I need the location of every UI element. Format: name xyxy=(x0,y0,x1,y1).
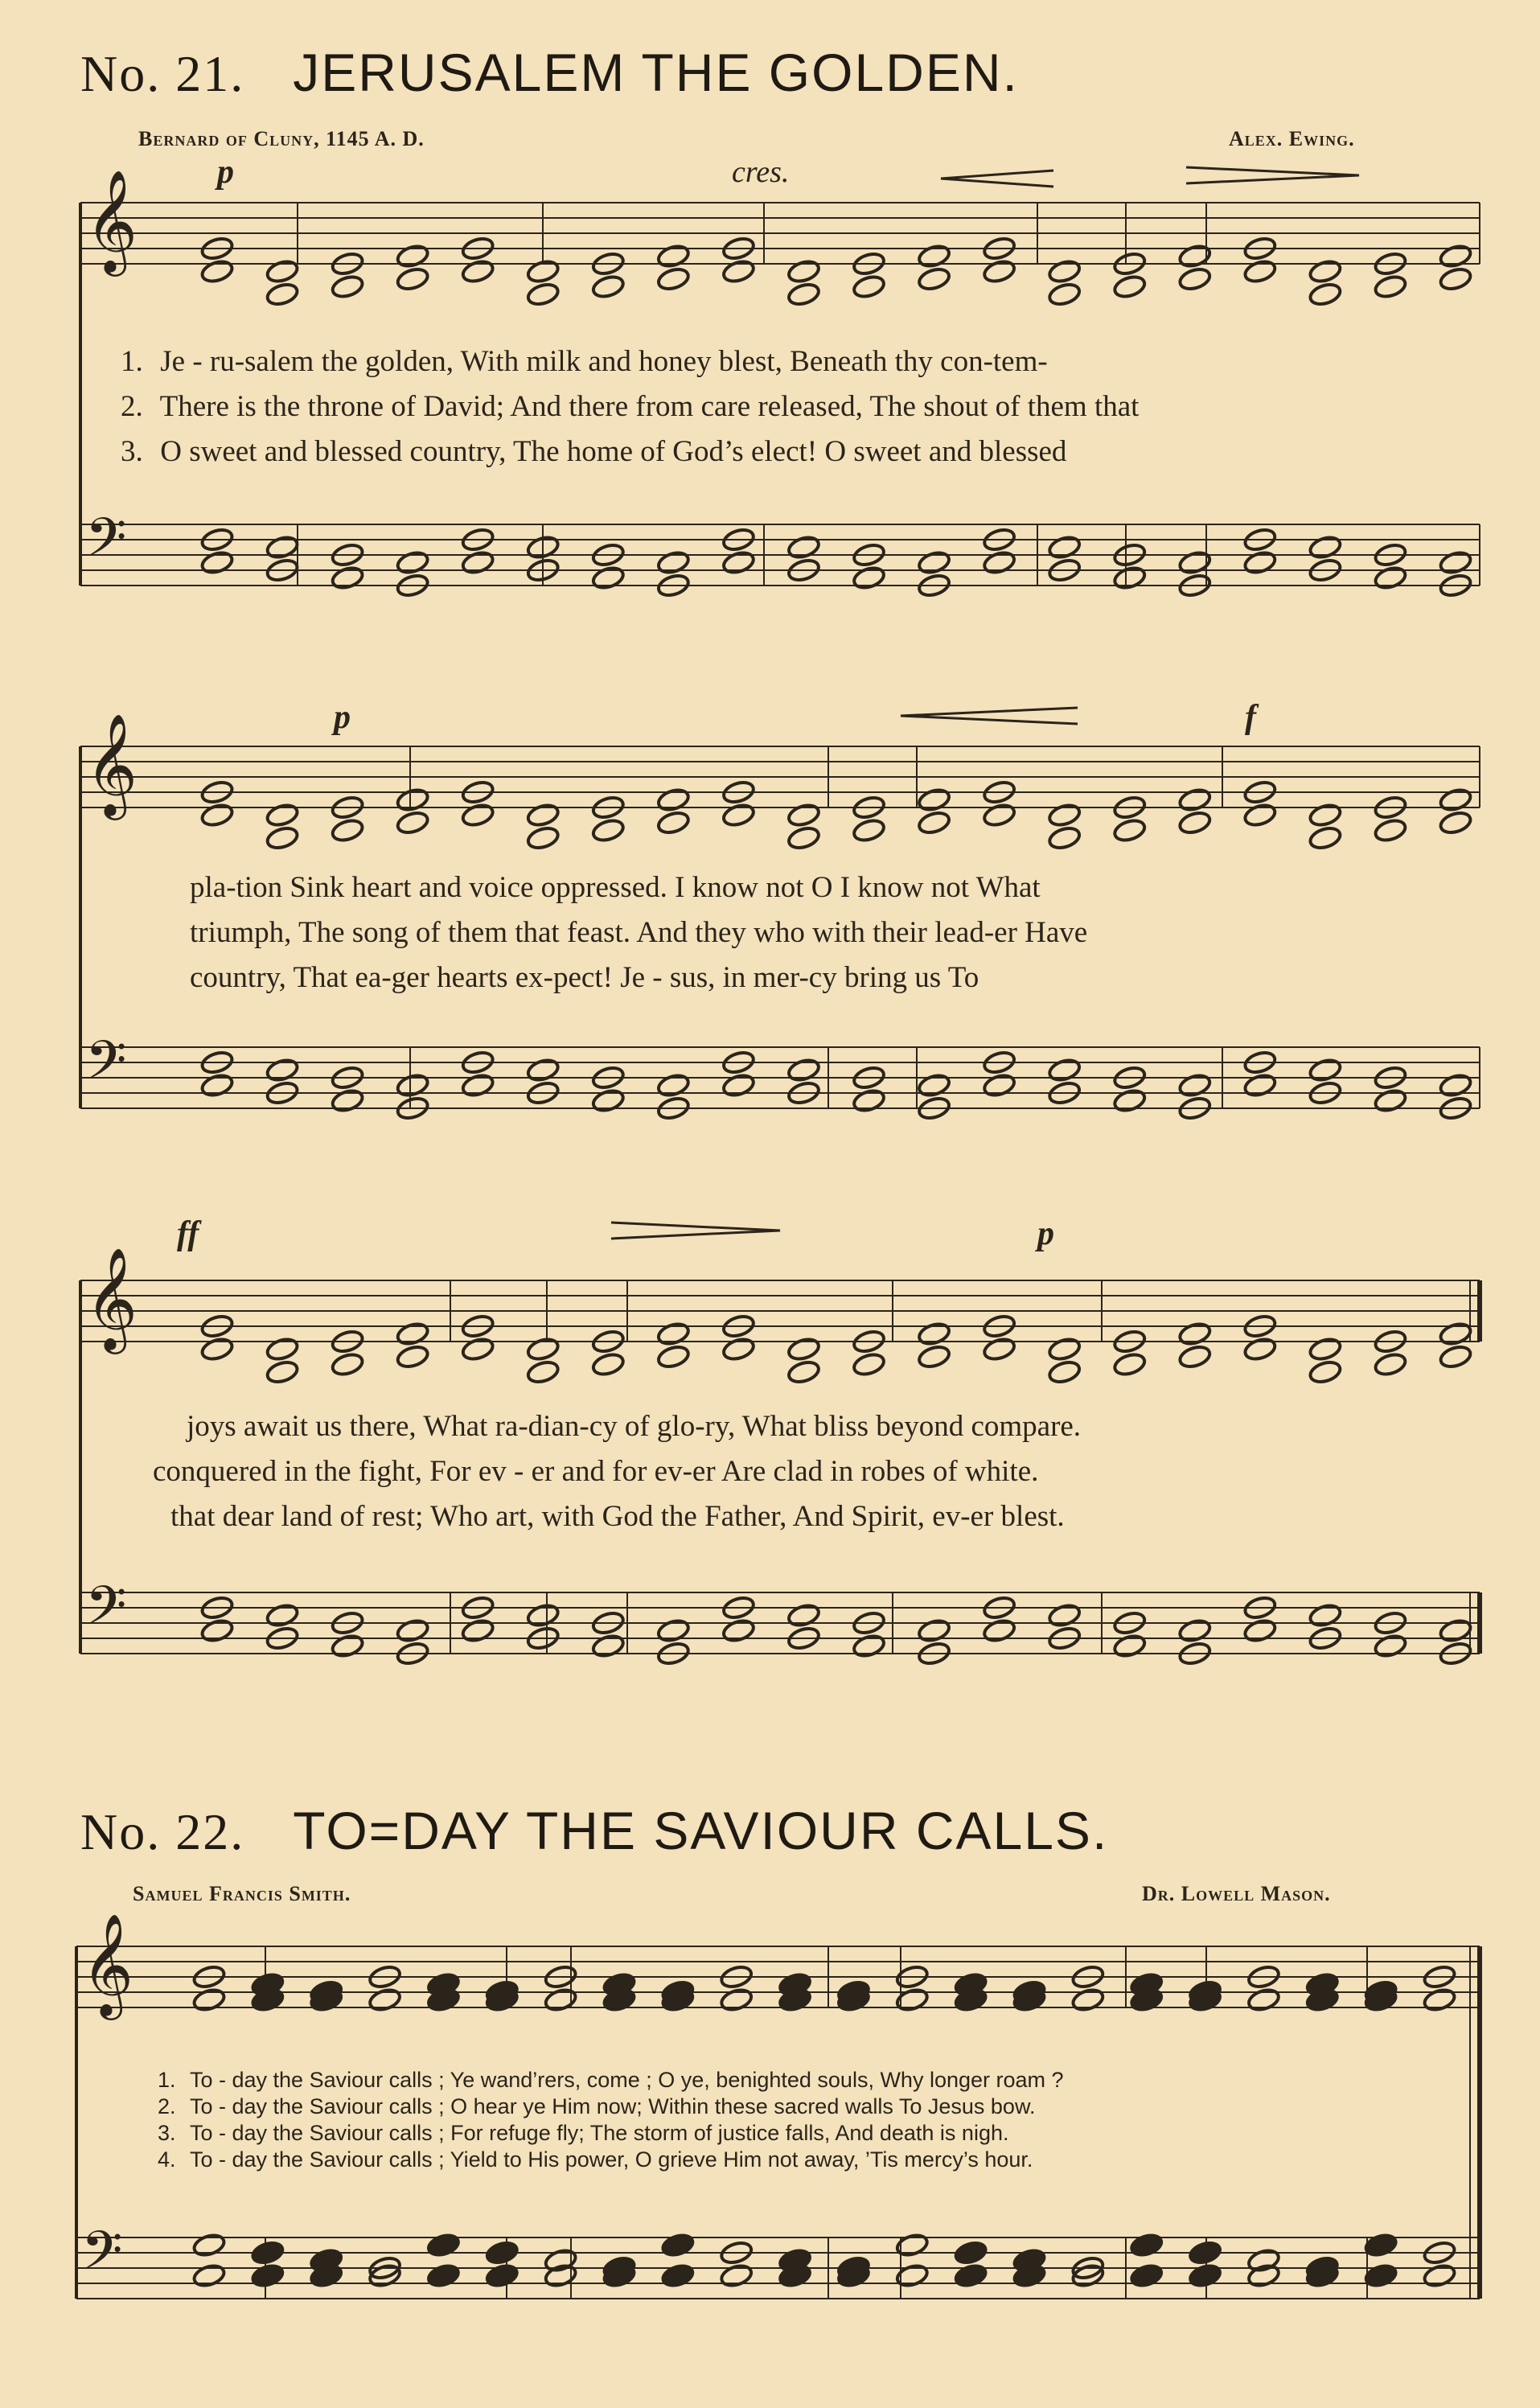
half-note xyxy=(200,258,235,285)
half-note xyxy=(1112,273,1147,300)
half-note xyxy=(396,243,430,269)
half-note xyxy=(200,549,235,576)
quarter-note xyxy=(954,2262,988,2289)
half-note xyxy=(265,534,300,561)
half-note xyxy=(982,1072,1016,1099)
half-note xyxy=(852,1633,886,1659)
dynamic-mark: f xyxy=(1245,699,1256,736)
half-note xyxy=(1242,1072,1277,1099)
half-note xyxy=(1373,1633,1407,1659)
half-note xyxy=(526,1336,561,1362)
lyric-line: country, That ea-ger hearts ex-pect! Je - sus, in mer-cy bring us To xyxy=(190,961,979,994)
hymn-21-words-credit: Bernard of Cluny, 1145 A. D. xyxy=(138,127,425,150)
half-note xyxy=(1242,549,1277,576)
half-note xyxy=(982,258,1016,285)
half-note xyxy=(1047,258,1082,285)
half-note xyxy=(982,549,1016,576)
quarter-note xyxy=(485,2262,519,2289)
hymn-22-words-credit: Samuel Francis Smith. xyxy=(133,1882,351,1905)
half-note xyxy=(786,1057,821,1083)
decrescendo-hairpin xyxy=(1186,167,1359,183)
dynamic-mark: ff xyxy=(177,1215,199,1252)
half-note xyxy=(265,825,300,852)
quarter-note xyxy=(1129,2262,1164,2289)
quarter-note xyxy=(660,2232,695,2258)
lyric-line: 4. To - day the Saviour calls ; Yield to His power, O grieve Him not away, ’Tis mercy’s hour. xyxy=(158,2147,1033,2172)
half-note xyxy=(719,2262,754,2289)
half-note xyxy=(591,1633,626,1659)
hymn-22-music-credit: Dr. Lowell Mason. xyxy=(1142,1882,1331,1905)
half-note xyxy=(656,810,691,836)
half-note xyxy=(1242,258,1277,285)
lyric-line: that dear land of rest; Who art, with God the Father, And Spirit, ev-er blest. xyxy=(170,1500,1065,1533)
half-note xyxy=(721,1617,756,1644)
quarter-note xyxy=(1364,2262,1398,2289)
half-note xyxy=(1439,1617,1473,1644)
half-note xyxy=(396,810,430,836)
half-note xyxy=(1439,266,1473,293)
half-note xyxy=(1439,1072,1473,1099)
half-note xyxy=(1070,1987,1105,2013)
half-note xyxy=(982,1336,1016,1362)
half-note xyxy=(591,1351,626,1378)
half-note xyxy=(1439,1344,1473,1370)
half-note xyxy=(396,1321,430,1347)
half-note xyxy=(1047,1336,1082,1362)
crescendo-hairpin xyxy=(901,708,1078,724)
quarter-note xyxy=(250,2240,285,2266)
half-note xyxy=(1112,1351,1147,1378)
half-note xyxy=(1423,2262,1457,2289)
half-note xyxy=(1177,1344,1212,1370)
half-note xyxy=(1373,565,1407,591)
half-note xyxy=(852,817,886,844)
quarter-note xyxy=(1188,2240,1222,2266)
dynamic-mark: cres. xyxy=(732,155,790,189)
half-note xyxy=(917,1344,951,1370)
decrescendo-hairpin xyxy=(611,1222,780,1239)
quarter-note xyxy=(954,2240,988,2266)
treble-clef: 𝄞 xyxy=(85,1247,138,1350)
half-note xyxy=(917,549,951,576)
half-note xyxy=(200,802,235,828)
half-note xyxy=(656,1072,691,1099)
dynamic-mark: p xyxy=(1037,1215,1054,1252)
quarter-note xyxy=(250,2262,285,2289)
quarter-note xyxy=(1188,2262,1222,2289)
half-note xyxy=(1373,1087,1407,1114)
quarter-note xyxy=(485,2240,519,2266)
hymn-21-music-credit: Alex. Ewing. xyxy=(1229,127,1355,150)
half-note xyxy=(1047,1359,1082,1386)
half-note xyxy=(526,1602,561,1629)
half-note xyxy=(656,266,691,293)
half-note xyxy=(331,1633,365,1659)
quarter-note xyxy=(660,2262,695,2289)
half-note xyxy=(1308,534,1342,561)
hymn-22-number: No. 22. xyxy=(80,1803,245,1860)
half-note xyxy=(786,258,821,285)
quarter-note xyxy=(426,2232,461,2258)
treble-clef: 𝄞 xyxy=(81,1913,134,2016)
lyric-line: conquered in the fight, For ev - er and for ev-er Are clad in robes of white. xyxy=(153,1455,1039,1488)
lyric-line: 3. To - day the Saviour calls ; For refuge fly; The storm of justice falls, And death is nigh. xyxy=(158,2121,1009,2145)
half-note xyxy=(656,787,691,813)
half-note xyxy=(1112,565,1147,591)
half-note xyxy=(265,281,300,308)
half-note xyxy=(526,825,561,852)
half-note xyxy=(1047,825,1082,852)
half-note xyxy=(786,1359,821,1386)
half-note xyxy=(331,817,365,844)
half-note xyxy=(396,1344,430,1370)
half-note xyxy=(526,1057,561,1083)
half-note xyxy=(1242,1336,1277,1362)
half-note xyxy=(656,1321,691,1347)
half-note xyxy=(1242,1617,1277,1644)
half-note xyxy=(1439,787,1473,813)
half-note xyxy=(917,243,951,269)
half-note xyxy=(1177,1072,1212,1099)
half-note xyxy=(1308,258,1342,285)
half-note xyxy=(526,802,561,828)
half-note xyxy=(331,565,365,591)
half-note xyxy=(852,1351,886,1378)
half-note xyxy=(917,1072,951,1099)
half-note xyxy=(265,802,300,828)
half-note xyxy=(1177,266,1212,293)
bass-clef: 𝄢 xyxy=(81,2220,123,2295)
half-note xyxy=(917,787,951,813)
treble-clef: 𝄞 xyxy=(85,169,138,272)
half-note xyxy=(192,1987,227,2013)
half-note xyxy=(396,549,430,576)
half-note xyxy=(917,1617,951,1644)
half-note xyxy=(265,258,300,285)
bass-clef: 𝄢 xyxy=(85,1029,127,1104)
half-note xyxy=(1308,802,1342,828)
half-note xyxy=(1246,1987,1281,2013)
half-note xyxy=(1112,1633,1147,1659)
hymn-22-title: TO=DAY THE SAVIOUR CALLS. xyxy=(293,1801,1109,1860)
half-note xyxy=(526,258,561,285)
lyric-line: 3. O sweet and blessed country, The home of God’s elect! O sweet and blessed xyxy=(121,435,1067,468)
half-note xyxy=(591,273,626,300)
half-note xyxy=(461,1617,495,1644)
quarter-note xyxy=(1129,2232,1164,2258)
half-note xyxy=(526,281,561,308)
half-note xyxy=(721,1072,756,1099)
lyric-line: joys await us there, What ra-dian-cy of glo-ry, What bliss beyond compare. xyxy=(187,1410,1082,1443)
half-note xyxy=(265,1359,300,1386)
half-note xyxy=(1439,1321,1473,1347)
half-note xyxy=(1177,787,1212,813)
half-note xyxy=(200,1072,235,1099)
half-note xyxy=(852,1087,886,1114)
half-note xyxy=(591,565,626,591)
crescendo-hairpin xyxy=(941,171,1053,187)
lyric-line: 1. To - day the Saviour calls ; Ye wand’rers, come ; O ye, benighted souls, Why longer roam ? xyxy=(158,2068,1064,2092)
half-note xyxy=(265,1057,300,1083)
half-note xyxy=(1047,802,1082,828)
half-note xyxy=(917,1321,951,1347)
half-note xyxy=(719,1987,754,2013)
quarter-note xyxy=(1364,2232,1398,2258)
half-note xyxy=(396,787,430,813)
lyric-line: 2. There is the throne of David; And there from care released, The shout of them that xyxy=(121,390,1140,423)
half-note xyxy=(1373,273,1407,300)
half-note xyxy=(786,281,821,308)
half-note xyxy=(331,1351,365,1378)
bass-clef: 𝄢 xyxy=(85,507,127,581)
half-note xyxy=(396,1072,430,1099)
half-note xyxy=(396,1617,430,1644)
half-note xyxy=(786,802,821,828)
half-note xyxy=(591,817,626,844)
half-note xyxy=(656,1617,691,1644)
lyric-line: pla-tion Sink heart and voice oppressed. I know not O I know not What xyxy=(190,871,1041,904)
half-note xyxy=(1047,1602,1082,1629)
half-note xyxy=(656,549,691,576)
half-note xyxy=(852,273,886,300)
half-note xyxy=(917,266,951,293)
half-note xyxy=(1047,534,1082,561)
half-note xyxy=(1439,243,1473,269)
half-note xyxy=(721,258,756,285)
half-note xyxy=(786,1336,821,1362)
half-note xyxy=(656,1344,691,1370)
half-note xyxy=(1047,1057,1082,1083)
half-note xyxy=(1439,810,1473,836)
half-note xyxy=(1112,1087,1147,1114)
lyric-line: 1. Je - ru-salem the golden, With milk and honey blest, Beneath thy con-tem- xyxy=(121,345,1048,378)
half-note xyxy=(396,266,430,293)
hymn-22-heading xyxy=(80,1800,1108,1862)
half-note xyxy=(1177,810,1212,836)
hymn-21-heading xyxy=(80,42,1019,104)
half-note xyxy=(1047,281,1082,308)
half-note xyxy=(1308,1057,1342,1083)
half-note xyxy=(368,1987,402,2013)
half-note xyxy=(265,1602,300,1629)
half-note xyxy=(591,1087,626,1114)
half-note xyxy=(721,549,756,576)
half-note xyxy=(786,1602,821,1629)
bass-clef: 𝄢 xyxy=(85,1575,127,1650)
half-note xyxy=(265,1336,300,1362)
half-note xyxy=(461,1336,495,1362)
half-note xyxy=(461,549,495,576)
half-note xyxy=(1423,1987,1457,2013)
half-note xyxy=(331,1087,365,1114)
half-note xyxy=(721,802,756,828)
half-note xyxy=(1308,1602,1342,1629)
half-note xyxy=(786,534,821,561)
half-note xyxy=(982,1617,1016,1644)
half-note xyxy=(526,1359,561,1386)
half-note xyxy=(1308,825,1342,852)
half-note xyxy=(721,1336,756,1362)
half-note xyxy=(1308,1359,1342,1386)
half-note xyxy=(1439,549,1473,576)
half-note xyxy=(192,2232,227,2258)
half-note xyxy=(1373,1351,1407,1378)
half-note xyxy=(1373,817,1407,844)
half-note xyxy=(461,1072,495,1099)
treble-clef: 𝄞 xyxy=(85,713,138,816)
half-note xyxy=(1177,1617,1212,1644)
half-note xyxy=(786,825,821,852)
dynamic-mark: p xyxy=(334,699,351,736)
half-note xyxy=(656,243,691,269)
half-note xyxy=(917,810,951,836)
half-note xyxy=(544,1987,578,2013)
lyric-line: 2. To - day the Saviour calls ; O hear ye Him now; Within these sacred walls To Jesus bow. xyxy=(158,2094,1036,2118)
hymn-21-title: JERUSALEM THE GOLDEN. xyxy=(293,43,1019,102)
half-note xyxy=(1112,817,1147,844)
half-note xyxy=(1308,281,1342,308)
half-note xyxy=(200,1336,235,1362)
half-note xyxy=(852,565,886,591)
half-note xyxy=(1177,1321,1212,1347)
half-note xyxy=(461,258,495,285)
half-note xyxy=(192,2262,227,2289)
half-note xyxy=(461,802,495,828)
half-note xyxy=(1308,1336,1342,1362)
half-note xyxy=(200,1617,235,1644)
dynamic-mark: p xyxy=(217,154,234,191)
half-note xyxy=(982,802,1016,828)
hymn-21-number: No. 21. xyxy=(80,45,245,102)
half-note xyxy=(1242,802,1277,828)
half-note xyxy=(331,273,365,300)
lyric-line: triumph, The song of them that feast. And they who with their lead-er Have xyxy=(190,916,1088,949)
quarter-note xyxy=(426,2262,461,2289)
